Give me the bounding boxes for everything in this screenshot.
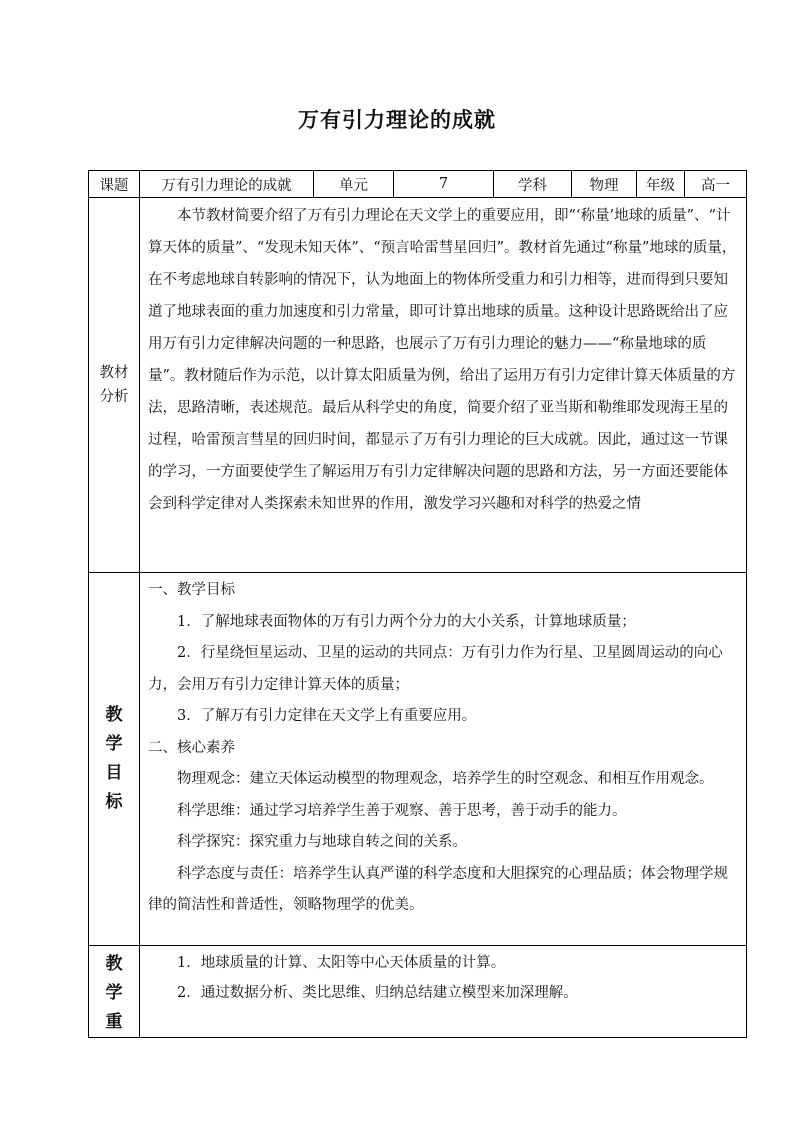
course-label: 课题 [89, 171, 140, 198]
goals-label-char: 学 [105, 734, 123, 754]
subject-value: 物理 [572, 171, 637, 198]
analysis-label-line2: 分析 [99, 389, 129, 405]
grade-value: 高一 [685, 171, 747, 198]
goal-item: 3．了解万有引力定律在天文学上有重要应用。 [177, 708, 477, 724]
goals-label-char: 标 [105, 792, 123, 812]
focus-item: 2．通过数据分析、类比思维、归纳总结建立模型来加深理解。 [177, 985, 578, 1001]
goals-row [89, 573, 747, 946]
course-value: 万有引力理论的成就 [140, 171, 314, 198]
analysis-cell [140, 198, 747, 573]
analysis-row [89, 198, 747, 573]
literacy-item: 科学思维：通过学习培养学生善于观察、善于思考，善于动手的能力。 [177, 802, 627, 819]
focus-item: 1．地球质量的计算、太阳等中心天体质量的计算。 [177, 955, 506, 971]
analysis-label [89, 198, 140, 573]
analysis-label-line1: 教材 [99, 365, 129, 381]
focus-label-char: 学 [105, 983, 123, 1003]
unit-value: 7 [394, 171, 494, 198]
literacy-item: 科学态度与责任：培养学生认真严谨的科学态度和大胆探究的心理品质；体会物理学规律的简洁性和普适性，领略物理学的优美。 [148, 865, 728, 913]
lesson-plan-table [88, 170, 747, 1038]
goal-item: 2．行星绕恒星运动、卫星的运动的共同点：万有引力作为行星、卫星圆周运动的向心力，会用万有引力定律计算天体的质量； [148, 645, 723, 693]
goals-label-char: 目 [105, 763, 123, 783]
subject-label: 学科 [494, 171, 572, 198]
focus-label [89, 946, 140, 1038]
literacy-section-title: 二、核心素养 [148, 739, 235, 756]
focus-cell [140, 946, 747, 1038]
header-row [89, 171, 747, 198]
focus-label-char: 重 [105, 1012, 123, 1032]
goals-cell [140, 573, 747, 946]
goals-section-title: 一、教学目标 [148, 582, 235, 598]
grade-label: 年级 [637, 171, 685, 198]
focus-label-char: 教 [105, 954, 123, 974]
goals-label-char: 教 [105, 705, 123, 725]
literacy-item: 科学探究：探究重力与地球自转之间的关系。 [177, 834, 467, 850]
analysis-text: 本节教材简要介绍了万有引力理论在天文学上的重要应用，即“‘称量’地球的质量”、“计算天体的质量”、“发现未知天体”、“预言哈雷彗星回归”。教材首先通过“称量”地球的质量，在不考虑地球自转影响的情况下，认为地面上的物体所受重力和引力相等，进而得到只要知道了地球表面的重力加速度和引力常量，即可计算出地球的质量。这种设计思路既给出了应用万有引力定律解决问题的一种思路，也展示了万有引力理论的魅力——“称量地球的质量”。教材随后作为示范，以计算太阳质量为例，给出了运用万有引力定律计算天体质量的方法，思路清晰，表述规范。最后从科学史的角度，简要介绍了亚当斯和勒维耶发现海王星的过程，哈雷预言彗星的回归时间，都显示了万有引力理论的巨大成就。因此，通过这一节课的学习，一方面要使学生了解运用万有引力定律解决问题的思路和方法，另一方面还要能体会到科学定律对人类探索未知世界的作用，激发学习兴趣和对科学的热爱之情 [148, 208, 737, 512]
goal-item: 1．了解地球表面物体的万有引力两个分力的大小关系，计算地球质量； [177, 613, 636, 630]
focus-row [89, 946, 747, 1038]
goals-label [89, 573, 140, 946]
document-title: 万有引力理论的成就 [298, 107, 496, 132]
literacy-item: 物理观念：建立天体运动模型的物理观念，培养学生的时空观念、和相互作用观念。 [177, 771, 714, 787]
unit-label: 单元 [314, 171, 394, 198]
